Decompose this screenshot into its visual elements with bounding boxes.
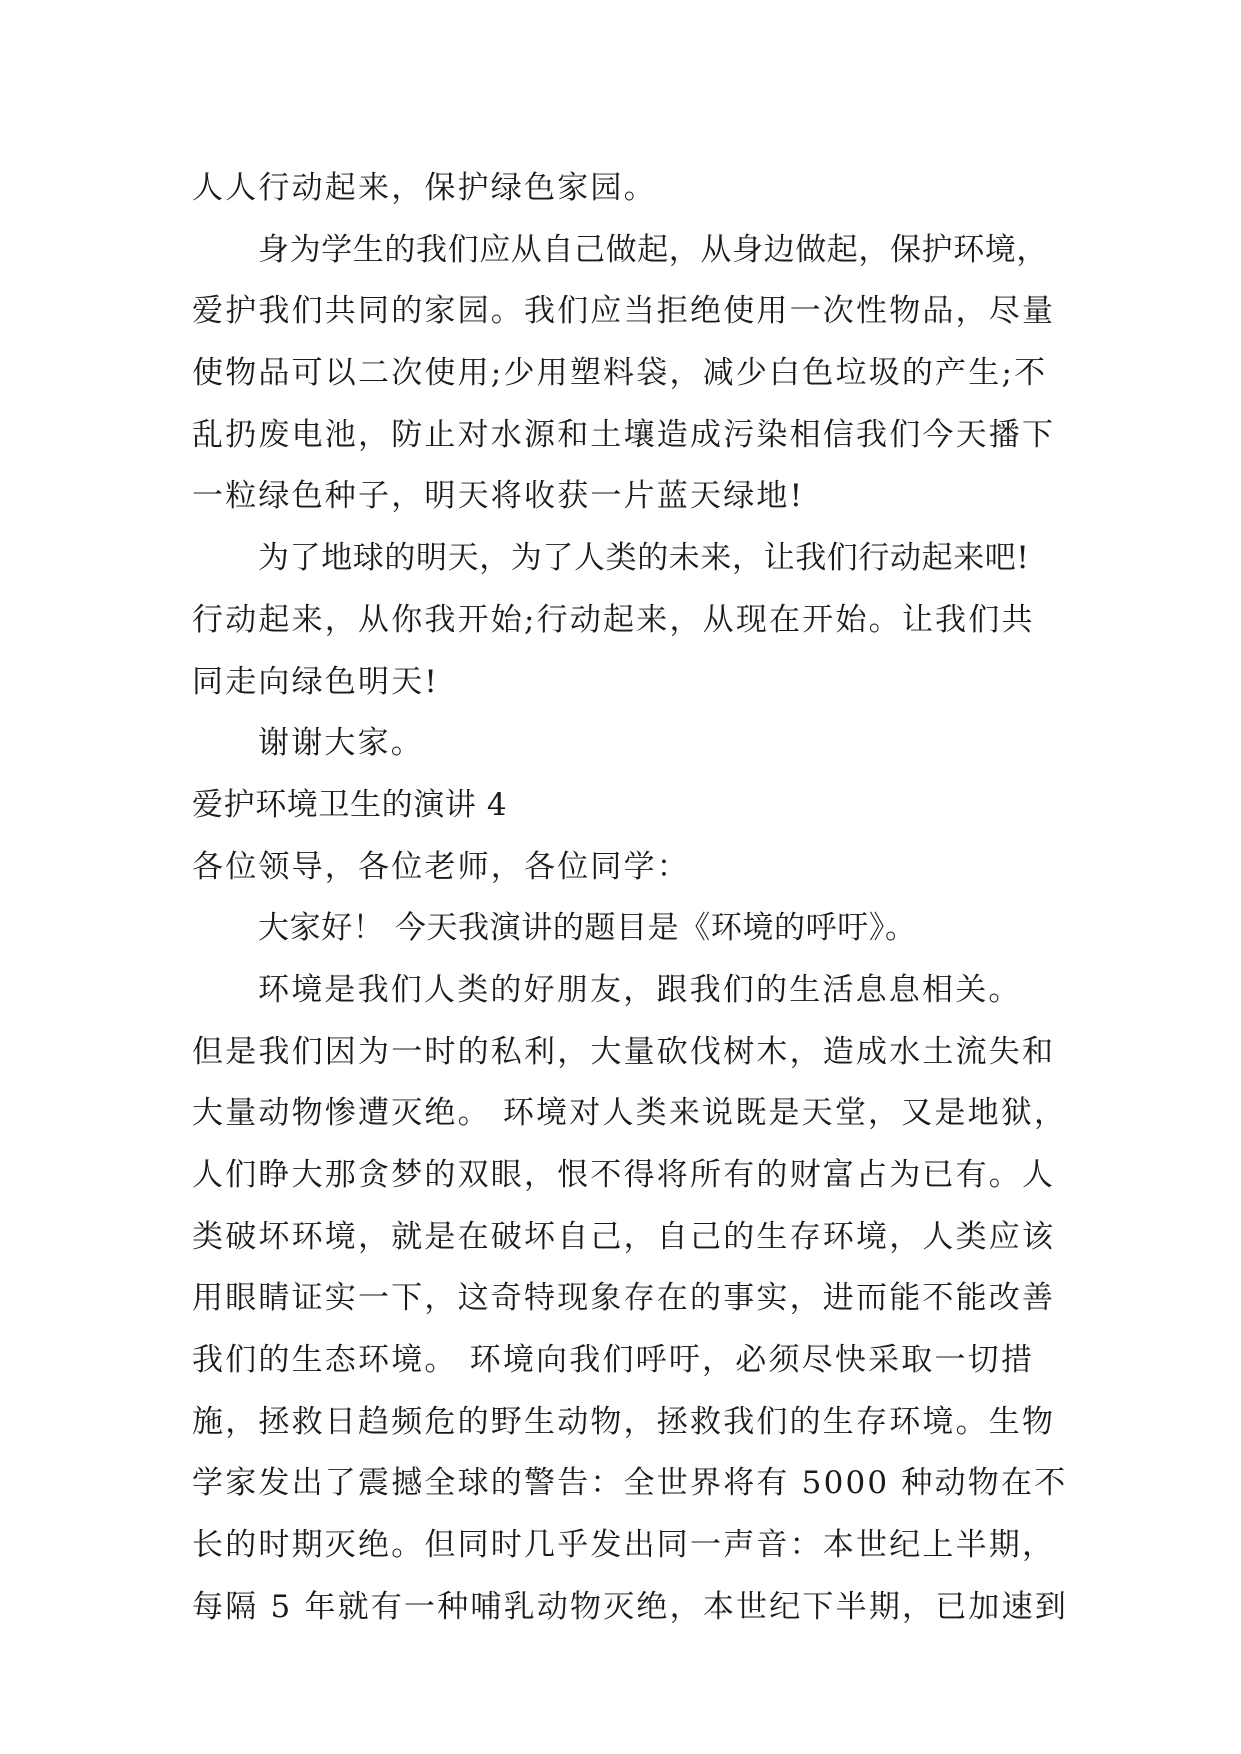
text-line: 但是我们因为一时的私利，大量砍伐树木，造成水土流失和 — [192, 1033, 1056, 1070]
text-line: 用眼睛证实一下，这奇特现象存在的事实，进而能不能改善 — [192, 1280, 1056, 1317]
text-line: 行动起来，从你我开始;行动起来，从现在开始。让我们共 — [192, 601, 1035, 638]
text-line: 一粒绿色种子，明天将收获一片蓝天绿地! — [192, 478, 805, 515]
text-line: 类破坏环境，就是在破坏自己，自己的生存环境，人类应该 — [192, 1218, 1056, 1255]
greeting-line: 大家好！ 今天我演讲的题目是《环境的呼吁》。 — [258, 910, 917, 947]
closing-line: 谢谢大家。 — [258, 725, 424, 762]
paragraph-start-line: 环境是我们人类的好朋友，跟我们的生活息息相关。 — [258, 971, 1022, 1008]
text-line: 大量动物惨遭灭绝。 环境对人类来说既是天堂，又是地狱， — [192, 1095, 1068, 1132]
section-title: 爱护环境卫生的演讲 4 — [192, 786, 508, 823]
document-body — [192, 158, 1069, 1639]
text-line: 施，拯救日趋频危的野生动物，拯救我们的生存环境。生物 — [192, 1403, 1056, 1440]
text-line: 人们睁大那贪梦的双眼，恨不得将所有的财富占为已有。人 — [192, 1157, 1056, 1193]
salutation-line: 各位领导，各位老师，各位同学： — [192, 848, 690, 885]
text-line: 同走向绿色明天! — [192, 663, 440, 700]
text-line: 我们的生态环境。 环境向我们呼吁，必须尽快采取一切措 — [192, 1342, 1035, 1379]
text-line: 人人行动起来，保护绿色家园。 — [192, 170, 657, 206]
text-line: 爱护我们共同的家园。我们应当拒绝使用一次性物品，尽量 — [192, 293, 1056, 330]
text-line: 每隔 5 年就有一种哺乳动物灭绝，本世纪下半期，已加速到 — [192, 1588, 1069, 1625]
text-line: 学家发出了震撼全球的警告：全世界将有 5000 种动物在不 — [192, 1465, 1068, 1502]
text-line: 长的时期灭绝。但同时几乎发出同一声音：本世纪上半期， — [192, 1527, 1056, 1564]
text-line: 乱扔废电池，防止对水源和土壤造成污染相信我们今天播下 — [192, 416, 1056, 453]
text-line: 使物品可以二次使用;少用塑料袋，减少白色垃圾的产生;不 — [192, 355, 1048, 392]
paragraph-start-line: 身为学生的我们应从自己做起，从身边做起，保护环境， — [258, 231, 1048, 268]
paragraph-start-line: 为了地球的明天，为了人类的未来，让我们行动起来吧! — [258, 540, 1030, 577]
